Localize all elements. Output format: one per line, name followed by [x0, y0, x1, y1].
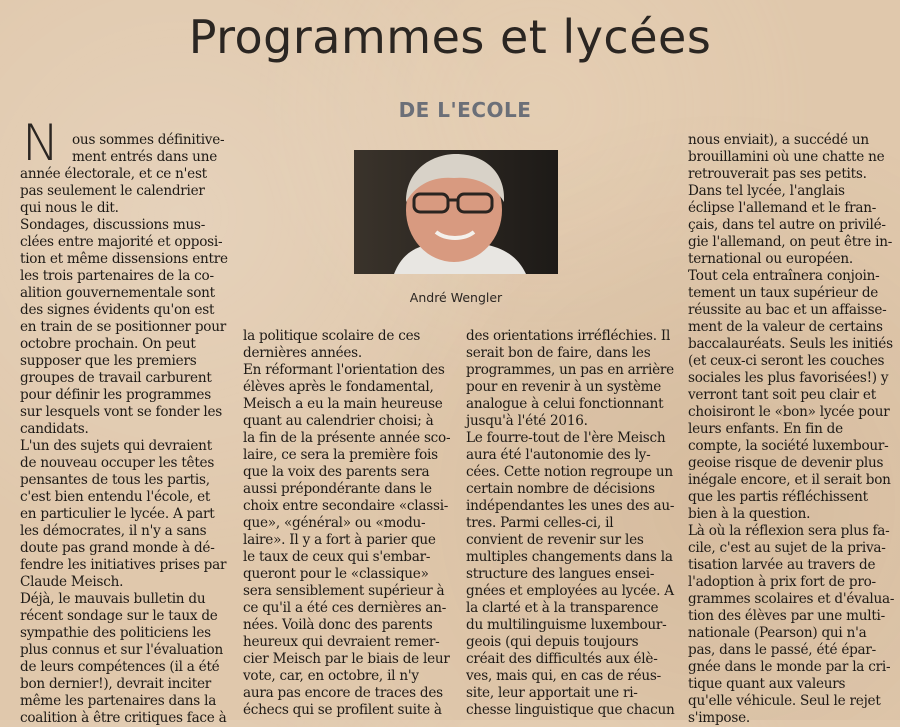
article-column-2: la politique scolaire de ces dernières années. En réformant l'orientation des élèves après le fondamental, Meisch a eu la main heureuse quant au calendrier choisi; à la fin de la présente année sco- laire, ce sera la première fois que la voix des parents sera aussi prépondérante dans le choix entre secondaire «classi- que», «général» ou «modu- laire». Il y a fort à parier que le taux de ceux qui s'embar- queront pour le «classique» sera sensiblement supérieur à ce qu'il a été ces dernières an- nées. Voilà donc des parents heureux qui devraient remer- cier Meisch par le biais de leur vote, car, en octobre, il n'y aura pas encore de traces des échecs qui se profilent suite à [243, 328, 451, 718]
section-kicker: DE L'ECOLE [398, 98, 532, 122]
page-title: Programmes et lycées [188, 10, 712, 64]
author-photo [354, 150, 558, 274]
article-column-4: nous enviait), a succédé un brouillamini où une chatte ne retrouverait pas ses petits. Dans tel lycée, l'anglais éclipse l'allemand et le fran- çais, dans tel autre on privilé- gie l'allemand, on peut être in- ternational ou européen. Tout cela entraînera conjoin- tement un taux supérieur de réussite au bac et un affaisse- ment de la valeur de certains baccalauréats. Seuls les initiés (et ceux-ci seront les couches sociales les plus favorisées!) y verront tant soit peu clair et choisiront le «bon» lycée pour leurs enfants. En fin de compte, la société luxembour- geoise risque de devenir plus inégale encore, et il serait bon que les partis réfléchissent bien à la question. Là où la réflexion sera plus fa- cile, c'est au sujet de la priva- tisation larvée au travers de l'adoption à prix fort de pro- grammes scolaires et d'évalua- tion des élèves par une multi- nationale (Pearson) qui n'a pas, dans le passé, été épar- gnée dans le monde par la cri- tique quant aux valeurs qu'elle véhicule. Seul le rejet s'impose. [688, 132, 895, 726]
article-column-1: année électorale, et ce n'est pas seulement le calendrier qui nous le dit. Sondages, discussions mus- clées entre majorité et opposi- tion et même dissensions entre les trois partenaires de la co- alition gouvernementale sont des signes évidents qu'on est en train de se positionner pour octobre prochain. On peut supposer que les premiers groupes de travail carburent pour définir les programmes sur lesquels vont se fonder les candidats. L'un des sujets qui devraient de nouveau occuper les têtes pensantes de tous les partis, c'est bien entendu l'école, et en particulier le lycée. A part les démocrates, il n'y a sans doute pas grand monde à dé- fendre les initiatives prises par Claude Meisch. Déjà, le mauvais bulletin du récent sondage sur le taux de sympathie des politiciens les plus connus et sur l'évaluation de leurs compétences (il a été bon dernier!), devrait inciter même les partenaires dans la coalition à être critiques face à [20, 166, 228, 726]
author-portrait-image [354, 150, 558, 274]
photo-caption: André Wengler [409, 290, 503, 305]
svg-text:N: N [22, 120, 60, 164]
article-lead: ous sommes définitive- ment entrés dans une [72, 132, 225, 165]
article-column-3: des orientations irréfléchies. Il serait bon de faire, dans les programmes, un pas en arrière pour en revenir à un système analogue à celui fonctionnant jusqu'à l'été 2016. Le fourre-tout de l'ère Meisch aura été l'autonomie des ly- cées. Cette notion regroupe un certain nombre de décisions indépendantes les unes des au- tres. Parmi celles-ci, il convient de revenir sur les multiples changements dans la structure des langues ensei- gnées et employées au lycée. A la clarté et à la transparence du multilinguisme luxembour- geois (qui depuis toujours créait des difficultés aux élè- ves, mais qui, en cas de réus- site, leur apportait une ri- chesse linguistique que chacun [466, 328, 675, 718]
drop-cap-letter [20, 120, 66, 164]
